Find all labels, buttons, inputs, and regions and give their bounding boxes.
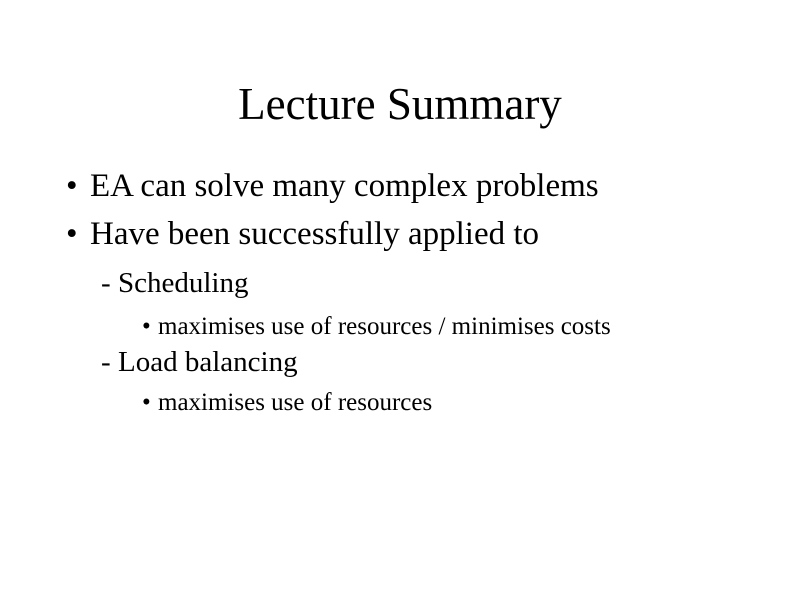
list-item-text: Scheduling [118, 267, 249, 299]
list-item-text: EA can solve many complex problems [90, 168, 599, 204]
dot-bullet-marker: • [142, 389, 151, 416]
list-item [66, 218, 539, 251]
list-item [142, 390, 432, 415]
dot-bullet-marker: • [66, 216, 78, 252]
dot-bullet-marker: • [142, 313, 151, 340]
list-item-text: maximises use of resources / minimises costs [158, 313, 611, 340]
dot-bullet-marker: • [66, 168, 78, 204]
list-item [101, 348, 298, 377]
list-item [101, 269, 249, 298]
dash-bullet-marker: - [101, 267, 111, 299]
list-item [66, 170, 599, 203]
list-item-text: Load balancing [118, 346, 298, 378]
dash-bullet-marker: - [101, 346, 111, 378]
slide-title: Lecture Summary [238, 79, 562, 129]
list-item-text: Have been successfully applied to [90, 216, 540, 252]
list-item [142, 314, 611, 339]
list-item-text: maximises use of resources [158, 389, 433, 416]
